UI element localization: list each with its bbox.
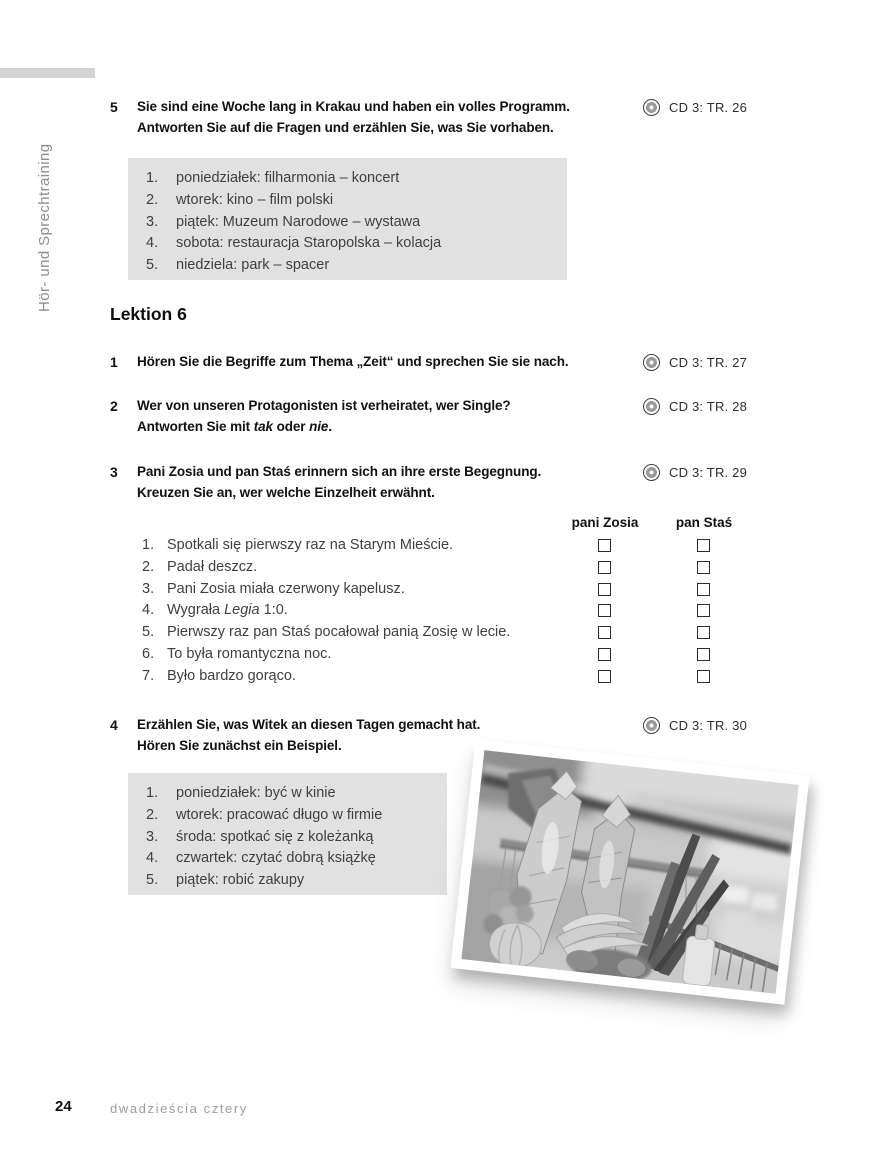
list-item-number: 1. — [146, 170, 159, 186]
checkbox-pani-zosia-row-4[interactable] — [598, 604, 611, 617]
row-text: Pierwszy raz pan Staś pocałował panią Zosię w lecie. — [167, 624, 511, 640]
list-item-text: wtorek: pracować długo w firmie — [176, 806, 383, 823]
checkbox-pani-zosia-row-3[interactable] — [598, 583, 611, 596]
sidebar-section-label: Hör- und Sprechtraining — [36, 143, 53, 312]
checkbox-pani-zosia-row-1[interactable] — [598, 539, 611, 552]
table-row — [0, 581, 893, 603]
row-number: 7. — [142, 668, 155, 684]
list-item — [128, 807, 447, 829]
instruction-line: Erzählen Sie, was Witek an diesen Tagen gemacht hat. — [137, 717, 481, 732]
row-number: 1. — [142, 537, 155, 553]
cd-icon — [643, 717, 660, 734]
list-item-text: środa: spotkać się z koleżanką — [176, 828, 374, 845]
photo-image — [461, 750, 798, 993]
checkbox-pan-stas-row-1[interactable] — [697, 539, 710, 552]
page-number-word: dwadzieścia cztery — [110, 1101, 248, 1116]
table-column-header-pan-stas: pan Staś — [675, 515, 733, 530]
checkbox-pani-zosia-row-6[interactable] — [598, 648, 611, 661]
cd-track-badge — [643, 462, 747, 482]
list-item-number: 2. — [146, 806, 159, 823]
table-row — [0, 668, 893, 690]
exercise-5-instruction — [137, 97, 570, 138]
row-number: 5. — [142, 624, 155, 640]
checkbox-pani-zosia-row-2[interactable] — [598, 561, 611, 574]
instruction-line: Sie sind eine Woche lang in Krakau und haben ein volles Programm. — [137, 99, 570, 114]
table-row — [0, 646, 893, 668]
table-row — [0, 624, 893, 646]
checkbox-pan-stas-row-6[interactable] — [697, 648, 710, 661]
list-item-number: 4. — [146, 850, 159, 867]
exercise-number: 1 — [110, 354, 118, 370]
exercise-number: 3 — [110, 464, 118, 480]
list-item-text: wtorek: kino – film polski — [176, 191, 334, 208]
row-number: 6. — [142, 646, 155, 662]
list-item-number: 2. — [146, 191, 159, 208]
cd-icon — [643, 464, 660, 481]
exercise-2-instruction — [137, 396, 511, 437]
list-item — [128, 170, 567, 192]
instruction-line: Pani Zosia und pan Staś erinnern sich an ihre erste Begegnung. — [137, 464, 542, 479]
list-item-number: 1. — [146, 785, 159, 801]
list-item-number: 5. — [146, 257, 159, 274]
cd-icon — [643, 398, 660, 415]
checkbox-pan-stas-row-3[interactable] — [697, 583, 710, 596]
instruction-line: Wer von unseren Protagonisten ist verheiratet, wer Single? — [137, 398, 511, 413]
list-item — [128, 872, 447, 894]
list-item-text: poniedziałek: być w kinie — [176, 785, 336, 801]
list-item-number: 5. — [146, 872, 159, 889]
row-text: Pani Zosia miała czerwony kapelusz. — [167, 581, 405, 597]
exercise-number: 2 — [110, 398, 118, 414]
exercise-4-prompt-box — [128, 773, 447, 895]
lesson-heading: Lektion 6 — [110, 304, 187, 324]
cd-track-badge — [643, 352, 747, 372]
row-number: 2. — [142, 559, 155, 575]
list-item-text: piątek: Muzeum Narodowe – wystawa — [176, 213, 421, 230]
shopping-cart-photo — [450, 739, 809, 1004]
cd-icon — [643, 354, 660, 371]
exercise-3-instruction — [137, 462, 541, 503]
list-item-number: 3. — [146, 828, 159, 845]
row-number: 3. — [142, 581, 155, 597]
row-text: Padał deszcz. — [167, 559, 258, 575]
cd-track-label: CD 3: TR. 28 — [669, 398, 748, 414]
checkbox-pan-stas-row-5[interactable] — [697, 626, 710, 639]
italic-word: tak — [253, 418, 273, 434]
cd-track-label: CD 3: TR. 26 — [669, 99, 748, 115]
list-item — [128, 829, 447, 851]
list-item-text: sobota: restauracja Staropolska – kolacja — [176, 235, 442, 252]
cd-track-badge — [643, 97, 747, 117]
list-item — [128, 850, 447, 872]
instruction-line: Hören Sie die Begriffe zum Thema „Zeit“ und sprechen Sie sie nach. — [137, 354, 569, 369]
italic-word: nie — [309, 418, 329, 434]
list-item-text: czwartek: czytać dobrą książkę — [176, 850, 376, 867]
cd-track-badge — [643, 396, 747, 416]
checkbox-pan-stas-row-7[interactable] — [697, 670, 710, 683]
cd-track-label: CD 3: TR. 27 — [669, 354, 748, 370]
list-item — [128, 214, 567, 236]
exercise-1-instruction — [137, 352, 569, 373]
cd-track-label: CD 3: TR. 30 — [669, 717, 748, 733]
row-text: To była romantyczna noc. — [167, 646, 332, 662]
list-item-text: niedziela: park – spacer — [176, 257, 330, 274]
table-row — [0, 559, 893, 581]
cd-icon — [643, 99, 660, 116]
exercise-5-prompt-box — [128, 158, 567, 280]
list-item-text: piątek: robić zakupy — [176, 872, 305, 889]
instruction-line: Antworten Sie mit tak oder nie. — [137, 418, 332, 434]
list-item — [128, 192, 567, 214]
exercise-number: 5 — [110, 99, 118, 115]
checkbox-pani-zosia-row-7[interactable] — [598, 670, 611, 683]
table-column-header-pani-zosia: pani Zosia — [571, 515, 639, 530]
row-text: Wygrała Legia 1:0. — [167, 602, 288, 618]
instruction-line: Kreuzen Sie an, wer welche Einzelheit erwähnt. — [137, 484, 435, 500]
row-number: 4. — [142, 602, 155, 618]
checkbox-pani-zosia-row-5[interactable] — [598, 626, 611, 639]
list-item — [128, 235, 567, 257]
instruction-line: Hören Sie zunächst ein Beispiel. — [137, 737, 342, 753]
page-number: 24 — [55, 1098, 72, 1115]
cd-track-badge — [643, 715, 747, 735]
exercise-number: 4 — [110, 717, 118, 733]
row-text: Spotkali się pierwszy raz na Starym Mieście. — [167, 537, 454, 553]
list-item — [128, 785, 447, 807]
table-row — [0, 537, 893, 559]
list-item-number: 4. — [146, 235, 159, 252]
instruction-line: Antworten Sie auf die Fragen und erzählen Sie, was Sie vorhaben. — [137, 119, 554, 135]
checkbox-pan-stas-row-2[interactable] — [697, 561, 710, 574]
list-item-number: 3. — [146, 213, 159, 230]
checkbox-pan-stas-row-4[interactable] — [697, 604, 710, 617]
table-row — [0, 602, 893, 624]
cd-track-label: CD 3: TR. 29 — [669, 464, 748, 480]
list-item — [128, 257, 567, 279]
list-item-text: poniedziałek: filharmonia – koncert — [176, 170, 400, 186]
row-text: Było bardzo gorąco. — [167, 668, 296, 684]
exercise-4-instruction — [137, 715, 480, 756]
